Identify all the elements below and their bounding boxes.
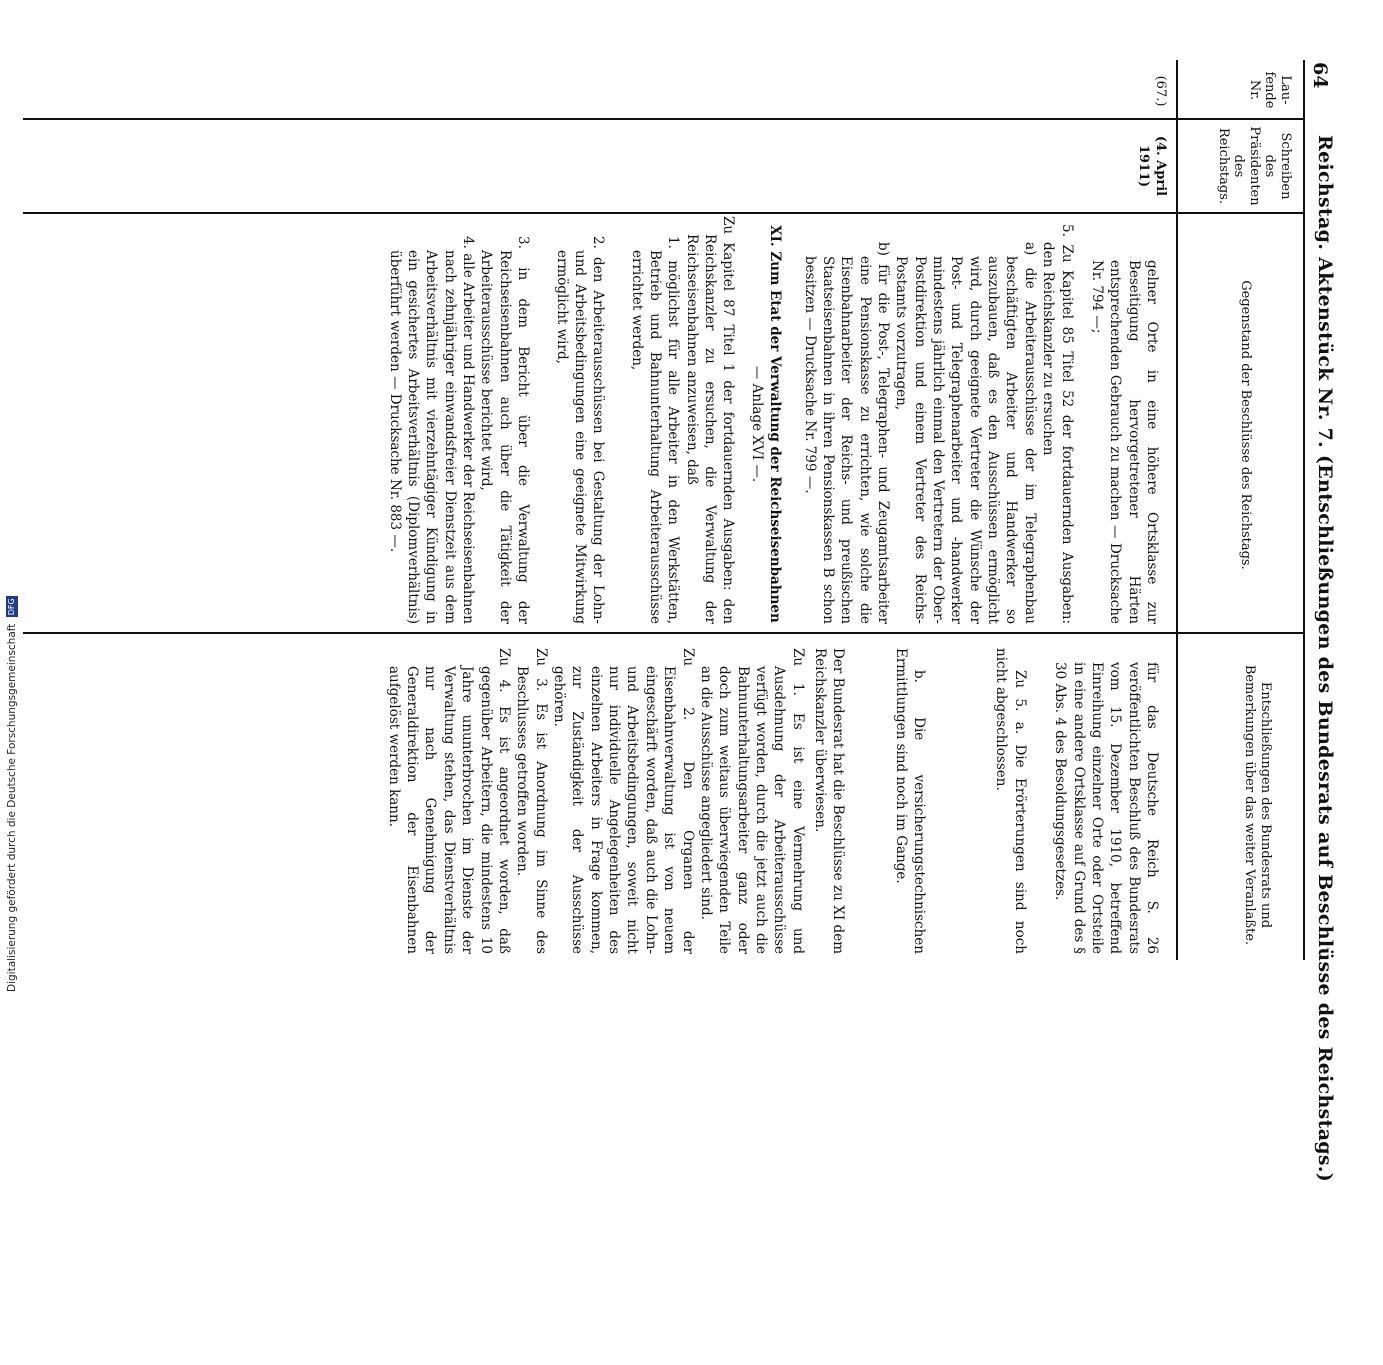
column-header-entschliessungen: Entschließungen des Bundesrats und Bemerkungen über das weiter Veranlaßte.: [1242, 664, 1273, 946]
running-title: Reichstag. Aktenstück Nr. 7. (Entschließungen des Bundesrats auf Beschlüsse des Reichstags.): [1314, 135, 1336, 1183]
subject-item-5b: b) für die Post-, Telegraphen- und Zeugamtsarbeiter eine Pensionskasse zu errichten, wie solche die Eisenbahnarbeiter der Reichs- und preußischen Staatseisenbahnen in ihren Pensionskassen B schon besitzen — Drucksache Nr. 799 —.: [801, 242, 891, 624]
letter-date: (4. April 1911): [1136, 135, 1168, 197]
subject-item-5: 5. Zu Kapitel 85 Titel 52 der fortdauernden Ausgaben: den Reichskanzler zu ersuchen: [1040, 224, 1075, 624]
page-number: 64: [1309, 62, 1331, 89]
subject-item-4: 4. alle Arbeiter und Handwerker der Reichseisenbahnen nach zehnjähriger einwandsfreier Dienstzeit aus dem Arbeitsverhältnis mit vierzehntägiger Kündigung in ein gesichertes Arbeitsverhältnis (Diplomverhältnis) überführt werden — Drucksache Nr. 883 —.: [386, 236, 477, 624]
resolutions-column: [384, 648, 1161, 954]
column-rule: [23, 118, 1303, 120]
section-xi-annex: — Anlage XVI —.: [748, 365, 765, 483]
row-number: (67.): [1153, 75, 1168, 107]
digitization-note: [4, 598, 20, 992]
column-rule: [23, 212, 1303, 214]
funding-text: Digitalisierung gefördert durch die Deutsche Forschungsgemeinschaft: [6, 623, 18, 992]
resolution-item-2: Zu 2. Den Organen der Eisenbahnverwaltung ist von neuem eingeschärft worden, daß auch die Lohn- und Arbeitsbedingungen, soweit nicht nur individuelle Angelegenheiten des einzelnen Arbeiters in Frage kommen, zur Zuständigkeit der Ausschüsse gehören.: [551, 648, 696, 954]
subject-kapitel-87: Zu Kapitel 87 Titel 1 der fortdauernden Ausgaben: den Reichskanzler zu ersuchen, die Verwaltung der Reichseisenbahnen anzuweisen, daß: [683, 216, 737, 624]
resolution-item-1: Zu 1. Es ist eine Vermehrung und Ausdehnung der Arbeiterausschüsse verfügt worden, durch die jetzt auch die Bahnunterhaltungsarbeiter ganz oder doch zum weitaus überwiegenden Teile an die Ausschüsse angegliedert sind.: [697, 648, 806, 954]
column-rule: [23, 632, 1303, 634]
subject-item-3: 3. in dem Bericht über die Verwaltung der Reichseisenbahnen auch über die Tätigkeit der Arbeiterausschüsse berichtet wird,: [478, 236, 532, 624]
subject-continuation: gelner Orte in eine höhere Ortsklasse zur Beseitigung hervorgetretener Härten entsprechenden Gebrauch zu machen — Drucksache Nr. 794 —;: [1088, 260, 1160, 624]
resolution-5b: b. Die versicherungstechnischen Ermittlungen sind noch im Gange.: [892, 648, 928, 954]
column-header-nr: Lau- fende Nr.: [1246, 71, 1293, 109]
resolution-item-4: Zu 4. Es ist angeordnet worden, daß gegenüber Arbeitern, die mindestens 10 Jahre ununterbrochen im Dienste der Verwaltung stehen, das Dienstverhältnis nur nach Genehmigung der Generaldirektion der Eisenbahnen aufgelöst werden kann.: [385, 648, 512, 954]
subject-column: [385, 216, 1161, 624]
resolution-continuation: für das Deutsche Reich S. 26 veröffentlichten Beschluß des Bundesrats vom 15. Dezember 1910, betreffend Einreihung einzelner Orte oder Ortsteile in eine andere Ortsklasse auf Grund des § 30 Abs. 4 des Besoldungsgesetzes.: [1052, 662, 1160, 954]
top-rule: [1303, 60, 1305, 960]
dfg-logo-icon: DFG: [7, 598, 16, 616]
subject-item-1: 1. möglichst für alle Arbeiter in den Werkstätten, Betrieb und Bahnunterhaltung Arbeiterausschüsse errichtet werden,: [628, 236, 682, 624]
header-rule: [1176, 60, 1178, 960]
resolution-5a: Zu 5. a. Die Erörterungen sind noch nicht abgeschlossen.: [993, 648, 1028, 954]
section-xi-title: XI. Zum Etat der Verwaltung der Reichseisenbahnen: [767, 225, 784, 623]
subject-item-5a: a) die Arbeiterausschüsse der im Telegraphenbau beschäftigten Arbeiter und Handwerker so auszubauen, daß es den Ausschüssen ermöglicht wird, durch geeignete Vertreter die Wünsche der Post- und Telegraphenarbeiter und -handwerker mindestens jährlich einmal den Vertretern der Ober-Postdirektion und einem Vertreter des Reichs-Postamts vorzutragen,: [893, 242, 1038, 624]
column-header-schreiben: Schreiben des Präsidenten des Reichstags.: [1215, 126, 1293, 206]
resolution-item-3: Zu 3. Es ist Anordnung im Sinne des Beschlusses getroffen worden.: [514, 648, 549, 954]
subject-item-2: 2. den Arbeiterausschüssen bei Gestaltung der Lohn- und Arbeitsbedingungen eine geeignete Mitwirkung ermöglicht wird,: [553, 236, 607, 624]
column-header-gegenstand: Gegenstand der Beschlüsse des Reichstags.: [1238, 280, 1253, 570]
resolution-xi: Der Bundesrat hat die Beschlüsse zu XI dem Reichskanzler überwiesen.: [812, 648, 847, 954]
